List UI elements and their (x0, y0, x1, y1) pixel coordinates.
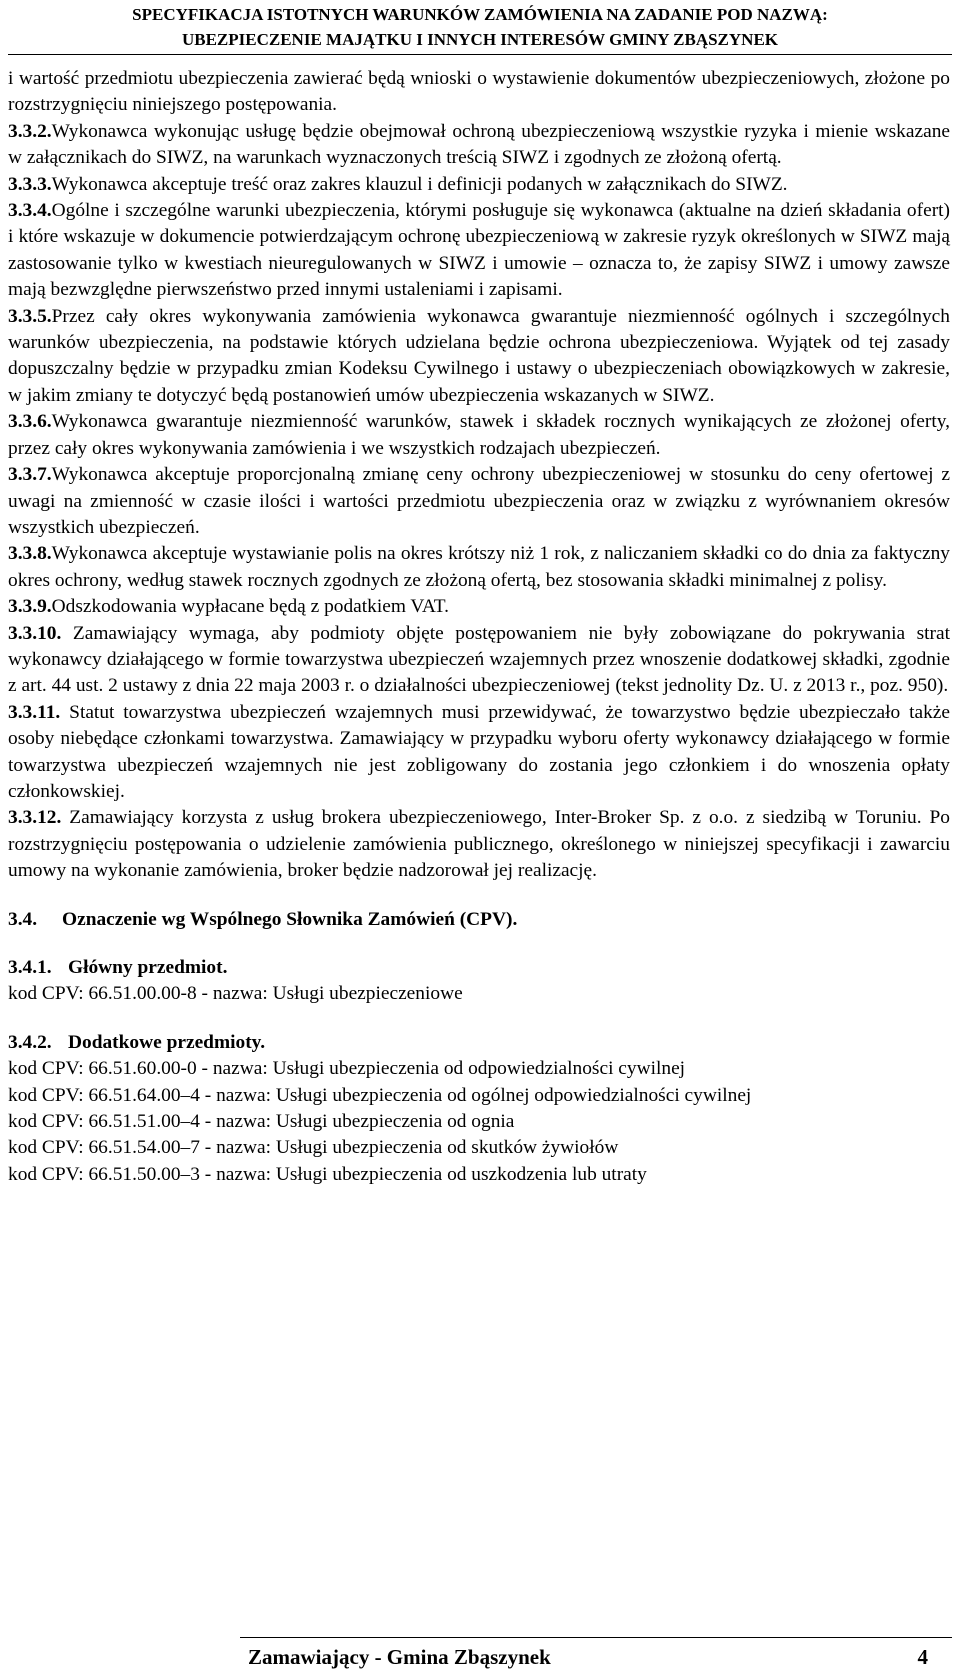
paragraph-number: 3.3.12. (8, 807, 62, 829)
paragraph-3-3-9 (8, 594, 950, 620)
paragraph-number: 3.3.4. (8, 200, 52, 222)
cpv-code-line: kod CPV: 66.51.00.00-8 - nazwa: Usługi ubezpieczeniowe (8, 983, 463, 1005)
paragraph-text: Wykonawca akceptuje wystawianie polis na okres krótszy niż 1 rok, z naliczaniem składki co do dnia za faktyczny okres ochrony, według stawek rocznych zgodnych ze złożoną ofertą, bez stosowania składki minimalnej z polisy. (8, 543, 950, 591)
paragraph-text: Statut towarzystwa ubezpieczeń wzajemnych musi przewidywać, że towarzystwo będzie ubezpieczało także osoby niebędące członkami towarzystwa. Zamawiający w przypadku wyboru oferty wykonawcy działającego w formie towarzystwa ubezpieczeń wzajemnych nie jest zobligowany do zostania jego członkiem i do wnoszenia opłaty członkowskiej. (8, 701, 950, 802)
paragraph-3-3-8 (8, 541, 950, 594)
paragraph-text: Wykonawca akceptuje treść oraz zakres klauzul i definicji podanych w załącznikach do SIWZ. (51, 173, 788, 195)
paragraph-text: Wykonawca akceptuje proporcjonalną zmianę ceny ochrony ubezpieczeniowej w stosunku do ceny ofertowej z uwagi na zmienność w czasie ilości i wartości przedmiotu ubezpieczenia oraz w związku z wyrównaniem okresów wszystkich ubezpieczeń. (8, 464, 950, 538)
paragraph-number: 3.3.2. (8, 120, 52, 142)
paragraph-number: 3.3.10. (8, 622, 62, 644)
cpv-code-line: kod CPV: 66.51.64.00–4 - nazwa: Usługi ubezpieczenia od ogólnej odpowiedzialności cywilnej (8, 1084, 752, 1106)
paragraph-text: Przez cały okres wykonywania zamówienia wykonawca gwarantuje niezmienność ogólnych i szczególnych warunków ubezpieczenia, na podstawie których udzielana będzie ochrona ubezpieczeniowa. Wyjątek od tej zasady dopuszczalny będzie w przypadku zmian Kodeksu Cywilnego i ustawy o ubezpieczeniach obowiązkowych w zakresie, w jakim zmiany te dotyczyć będą postanowień umów ubezpieczenia wskazanych w SIWZ. (8, 305, 950, 406)
header-divider (8, 54, 952, 55)
section-number: 3.4.1. (8, 957, 52, 978)
section-heading-3-4 (8, 907, 950, 933)
paragraph-3-3-2 (8, 119, 950, 172)
cpv-code-line: kod CPV: 66.51.50.00–3 - nazwa: Usługi ubezpieczenia od uszkodzenia lub utraty (8, 1163, 647, 1185)
paragraph-3-3-3 (8, 172, 950, 198)
paragraph-text: Zamawiający korzysta z usług brokera ubezpieczeniowego, Inter-Broker Sp. z o.o. z siedzibą w Toruniu. Po rozstrzygnięciu postępowania o udzielenie zamówienia publicznego, określonego w niniejszej specyfikacji i zawarciu umowy na wykonanie zamówienia, broker będzie nadzorował jej realizację. (8, 807, 950, 882)
page-footer (0, 1640, 940, 1674)
section-title: Dodatkowe przedmioty. (68, 1031, 266, 1053)
header-line-2: UBEZPIECZENIE MAJĄTKU I INNYCH INTERESÓW GMINY ZBĄSZYNEK (181, 30, 779, 49)
cpv-code-line: kod CPV: 66.51.51.00–4 - nazwa: Usługi ubezpieczenia od ognia (8, 1111, 515, 1133)
paragraph-continuation (8, 66, 950, 119)
paragraph-3-3-10 (8, 621, 950, 700)
footer-text: Zamawiający - Gmina Zbąszynek (248, 1645, 551, 1669)
paragraph-number: 3.3.7. (8, 464, 52, 486)
section-number: 3.4.2. (8, 1031, 52, 1053)
paragraph-text: Wykonawca gwarantuje niezmienność warunków, stawek i składek rocznych wynikających ze złożonej oferty, przez cały okres wykonywania zamówienia i we wszystkich rodzajach ubezpieczeń. (8, 411, 950, 459)
paragraph-text: Ogólne i szczególne warunki ubezpieczenia, którymi posługuje się wykonawca (aktualne na dzień składania ofert) i które wskazuje w dokumencie potwierdzającym ochronę ubezpieczeniową w zakresie ryzyk określonych w SIWZ mają zastosowanie tylko w kwestiach nieuregulowanych w SIWZ i umowie – oznacza to, że zapisy SIWZ i umowy zawsze mają bezwzględne pierwszeństwo przed innymi ustaleniami i zapisami. (8, 200, 950, 301)
document-body (8, 66, 950, 1188)
paragraph-3-3-7 (8, 462, 950, 541)
paragraph-number: 3.3.9. (8, 596, 52, 618)
section-heading-3-4-2 (8, 1030, 950, 1056)
section-title: Oznaczenie wg Wspólnego Słownika Zamówień (CPV). (62, 908, 518, 930)
paragraph-3-3-6 (8, 409, 950, 462)
spacer (8, 1008, 950, 1030)
page-number: 4 (917, 1645, 928, 1669)
paragraph-number: 3.3.11. (8, 701, 61, 723)
spacer (8, 933, 950, 955)
footer-divider (240, 1637, 952, 1638)
cpv-code-line: kod CPV: 66.51.54.00–7 - nazwa: Usługi ubezpieczenia od skutków żywiołów (8, 1137, 619, 1159)
paragraph-text: Odszkodowania wypłacane będą z podatkiem VAT. (51, 596, 450, 618)
header-line-1: SPECYFIKACJA ISTOTNYCH WARUNKÓW ZAMÓWIENIA NA ZADANIE POD NAZWĄ: (132, 5, 828, 24)
paragraph-number: 3.3.3. (8, 173, 52, 195)
paragraph-number: 3.3.8. (8, 543, 52, 565)
section-heading-3-4-1 (8, 955, 950, 981)
paragraph-text: Wykonawca wykonując usługę będzie obejmował ochroną ubezpieczeniową wszystkie ryzyka i mienie wskazane w załącznikach do SIWZ, na warunkach wyznaczonych treścią SIWZ i zgodnych ze złożoną ofertą. (8, 120, 950, 169)
paragraph-3-3-12 (8, 805, 950, 884)
paragraph-3-3-5 (8, 304, 950, 410)
section-title: Główny przedmiot. (68, 957, 228, 978)
section-number: 3.4. (8, 908, 38, 930)
page-header (0, 2, 960, 52)
paragraph-text: i wartość przedmiotu ubezpieczenia zawierać będą wnioski o wystawienie dokumentów ubezpieczeniowych, złożone po rozstrzygnięciu niniejszego postępowania. (8, 68, 950, 116)
spacer (8, 885, 950, 907)
paragraph-3-3-4 (8, 198, 950, 304)
paragraph-3-3-11 (8, 700, 950, 806)
paragraph-number: 3.3.5. (8, 305, 52, 327)
paragraph-number: 3.3.6. (8, 411, 52, 433)
cpv-code-line: kod CPV: 66.51.60.00-0 - nazwa: Usługi ubezpieczenia od odpowiedzialności cywilnej (8, 1058, 686, 1080)
paragraph-text: Zamawiający wymaga, aby podmioty objęte postępowaniem nie były zobowiązane do pokrywania strat wykonawcy działającego w formie towarzystwa ubezpieczeń wzajemnych przez wnoszenie dodatkowej składki, zgodnie z art. 44 ust. 2 ustawy z dnia 22 maja 2003 r. o działalności ubezpieczeniowej (tekst jednolity Dz. U. z 2013 r., poz. 950). (8, 622, 950, 697)
